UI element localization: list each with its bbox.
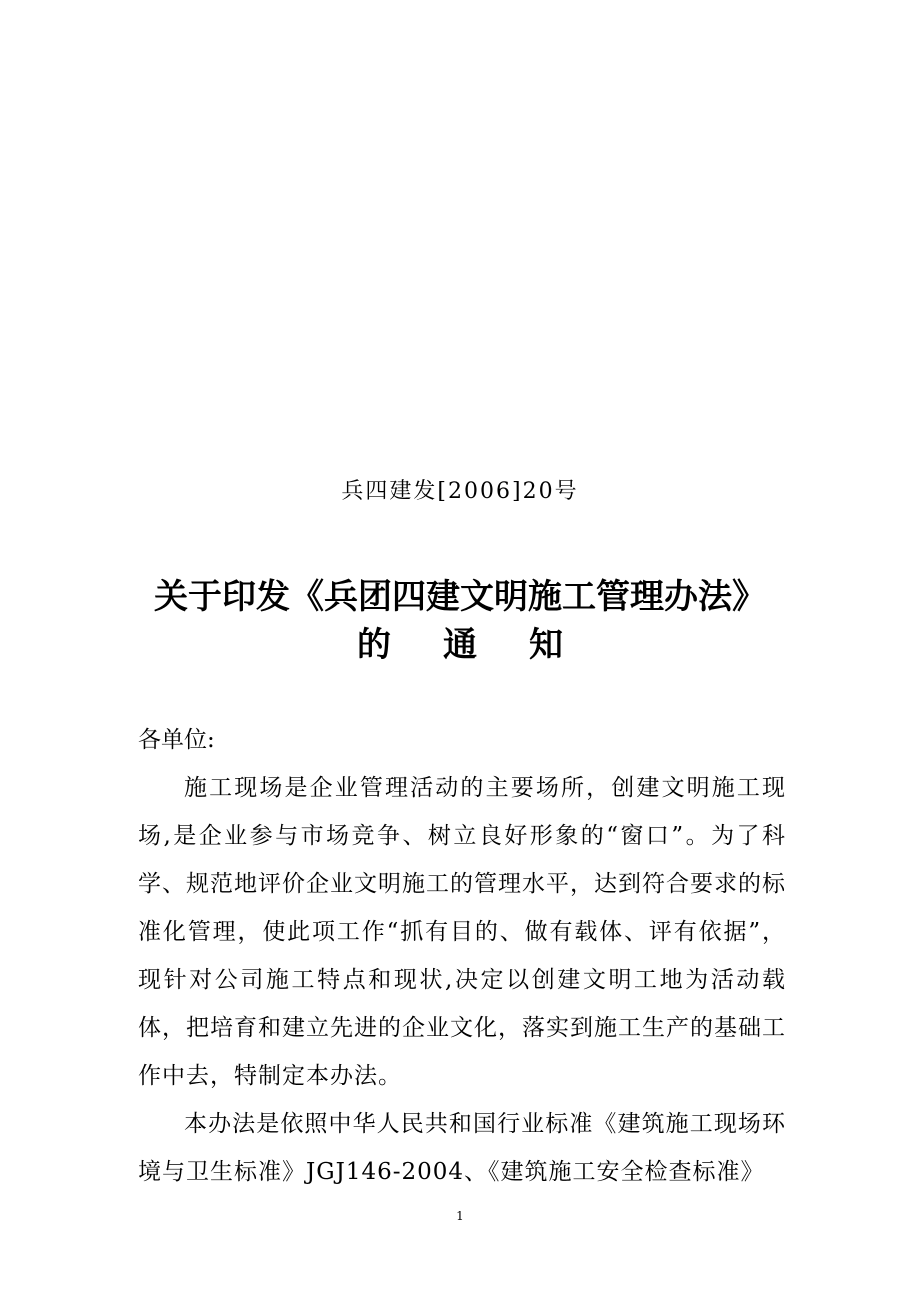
paragraph-2: 本办法是依照中华人民共和国行业标准《建筑施工现场环境与卫生标准》JGJ146-2004、《建筑施工安全检查标准》: [138, 1111, 786, 1185]
title-char-de: 的: [357, 625, 391, 665]
salutation: 各单位:: [138, 727, 215, 753]
page-number: 1: [456, 1209, 464, 1223]
title-line-2: [0, 620, 920, 670]
title-char-zhi: 知: [529, 625, 563, 665]
document-number: 兵四建发[2006]20号: [341, 479, 579, 504]
paragraph-1: 施工现场是企业管理活动的主要场所，创建文明施工现场,是企业参与市场竞争、树立良好形象的“窗口”。为了科学、规范地评价企业文明施工的管理水平，达到符合要求的标准化管理，使此项工作“抓有目的、做有载体、评有依据”，现针对公司施工特点和现状,决定以创建文明工地为活动载体，把培育和建立先进的企业文化，落实到施工生产的基础工作中去，特制定本办法。: [138, 775, 786, 1089]
title-char-tong: 通: [443, 625, 477, 665]
title-line-1: 关于印发《兵团四建文明施工管理办法》: [154, 577, 766, 617]
